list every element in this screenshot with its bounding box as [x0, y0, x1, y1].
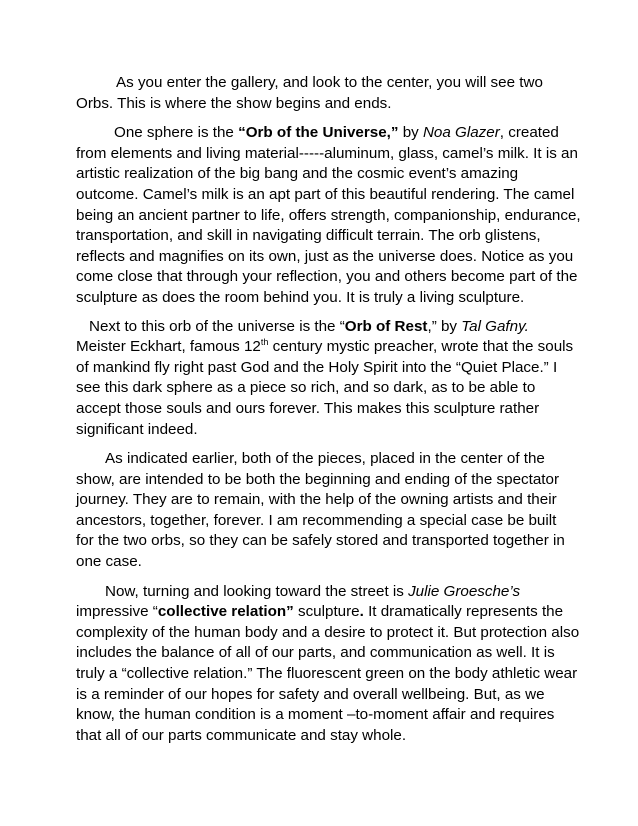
text-line: ancestors, together, forever. I am recommending a special case be built	[76, 511, 557, 529]
artist-name: Noa Glazer	[422, 124, 500, 142]
text-line: outcome. Camel’s milk is an apt part of this beautiful rendering. The camel	[76, 185, 575, 203]
text-line: complexity of the human body and a desire to protect it. But protection also	[76, 623, 580, 641]
text-line: one case.	[76, 553, 142, 571]
text-line: is a reminder of our hopes for safety and overall wellbeing. But, as we	[76, 685, 545, 703]
artwork-title: “Orb of the Universe,”	[238, 124, 399, 142]
text-run: .	[359, 603, 364, 621]
text-line	[76, 123, 570, 144]
text-run: , created	[499, 124, 559, 142]
text-run: ,” by	[427, 317, 462, 335]
text-run: impressive “	[76, 603, 158, 621]
text-line	[76, 317, 570, 338]
text-line	[76, 582, 570, 603]
document-body	[76, 73, 581, 746]
text-line: of mankind fly right past God and the Holy Spirit into the “Quiet Place.” I	[76, 358, 558, 376]
text-line: As indicated earlier, both of the pieces, placed in the center of the	[105, 450, 545, 468]
text-line: from elements and living material-----aluminum, glass, camel’s milk. It is an	[76, 144, 578, 162]
text-line: As you enter the gallery, and look to the center, you will see two	[116, 74, 543, 91]
text-line: for the two orbs, so they can be safely stored and transported together in	[76, 532, 565, 550]
text-run: One sphere is the	[114, 124, 239, 142]
text-run: by	[398, 124, 423, 142]
text-line	[76, 602, 570, 623]
text-line: transportation, and skill in navigating difficult terrain. The orb glistens,	[76, 227, 541, 245]
ordinal-suffix: th	[260, 337, 269, 348]
text-run: sculpture	[293, 603, 360, 621]
text-line: reflects and magnifies on its own, just as the universe does. Notice as you	[76, 247, 574, 265]
text-line	[76, 337, 574, 358]
paragraph-orb-of-universe	[76, 123, 581, 308]
text-line: sculpture as does the room behind you. It is truly a living sculpture.	[76, 288, 525, 306]
paragraph-beginning-and-ending	[76, 449, 570, 573]
artwork-title: collective relation”	[157, 603, 294, 621]
text-line: that all of our parts communicate and stay whole.	[76, 726, 407, 744]
text-line: see this dark sphere as a piece so rich, and so dark, as to be able to	[76, 379, 536, 397]
text-line: show, are intended to be both the beginning and ending of the spectator	[76, 470, 559, 488]
artist-name: Julie Groesche’s	[408, 582, 521, 600]
text-line: truly a “collective relation.” The fluorescent green on the body athletic wear	[76, 665, 578, 683]
text-line: journey. They are to remain, with the help of the owning artists and their	[76, 491, 557, 509]
text-run: It dramatically represents the	[363, 603, 564, 621]
paragraph-orb-of-rest	[76, 317, 574, 441]
artwork-title: Orb of Rest	[344, 317, 428, 335]
text-line: includes the balance of all of our parts, and communication as well. It is	[76, 644, 555, 662]
text-line: come close that through your reflection, you and others become part of the	[76, 268, 578, 286]
text-line: artistic realization of the big bang and the cosmic event’s amazing	[76, 165, 519, 183]
text-run: Meister Eckhart, famous 12	[76, 338, 261, 356]
text-run: century mystic preacher, wrote that the souls	[268, 338, 574, 356]
text-line: accept those souls and ours forever. This makes this sculpture rather	[76, 399, 540, 417]
text-run: Next to this orb of the universe is the “	[89, 317, 345, 335]
text-line: being an ancient partner to life, offers strength, companionship, endurance,	[76, 206, 581, 224]
paragraph-collective-relation	[76, 582, 580, 747]
text-run: Now, turning and looking toward the street is	[105, 582, 409, 600]
text-line: significant indeed.	[76, 420, 198, 438]
text-line: know, the human condition is a moment –to-moment affair and requires	[76, 706, 555, 724]
text-line: Orbs. This is where the show begins and ends.	[76, 94, 392, 112]
artist-name: Tal Gafny.	[461, 317, 529, 335]
paragraph-gallery-entry	[76, 73, 570, 114]
